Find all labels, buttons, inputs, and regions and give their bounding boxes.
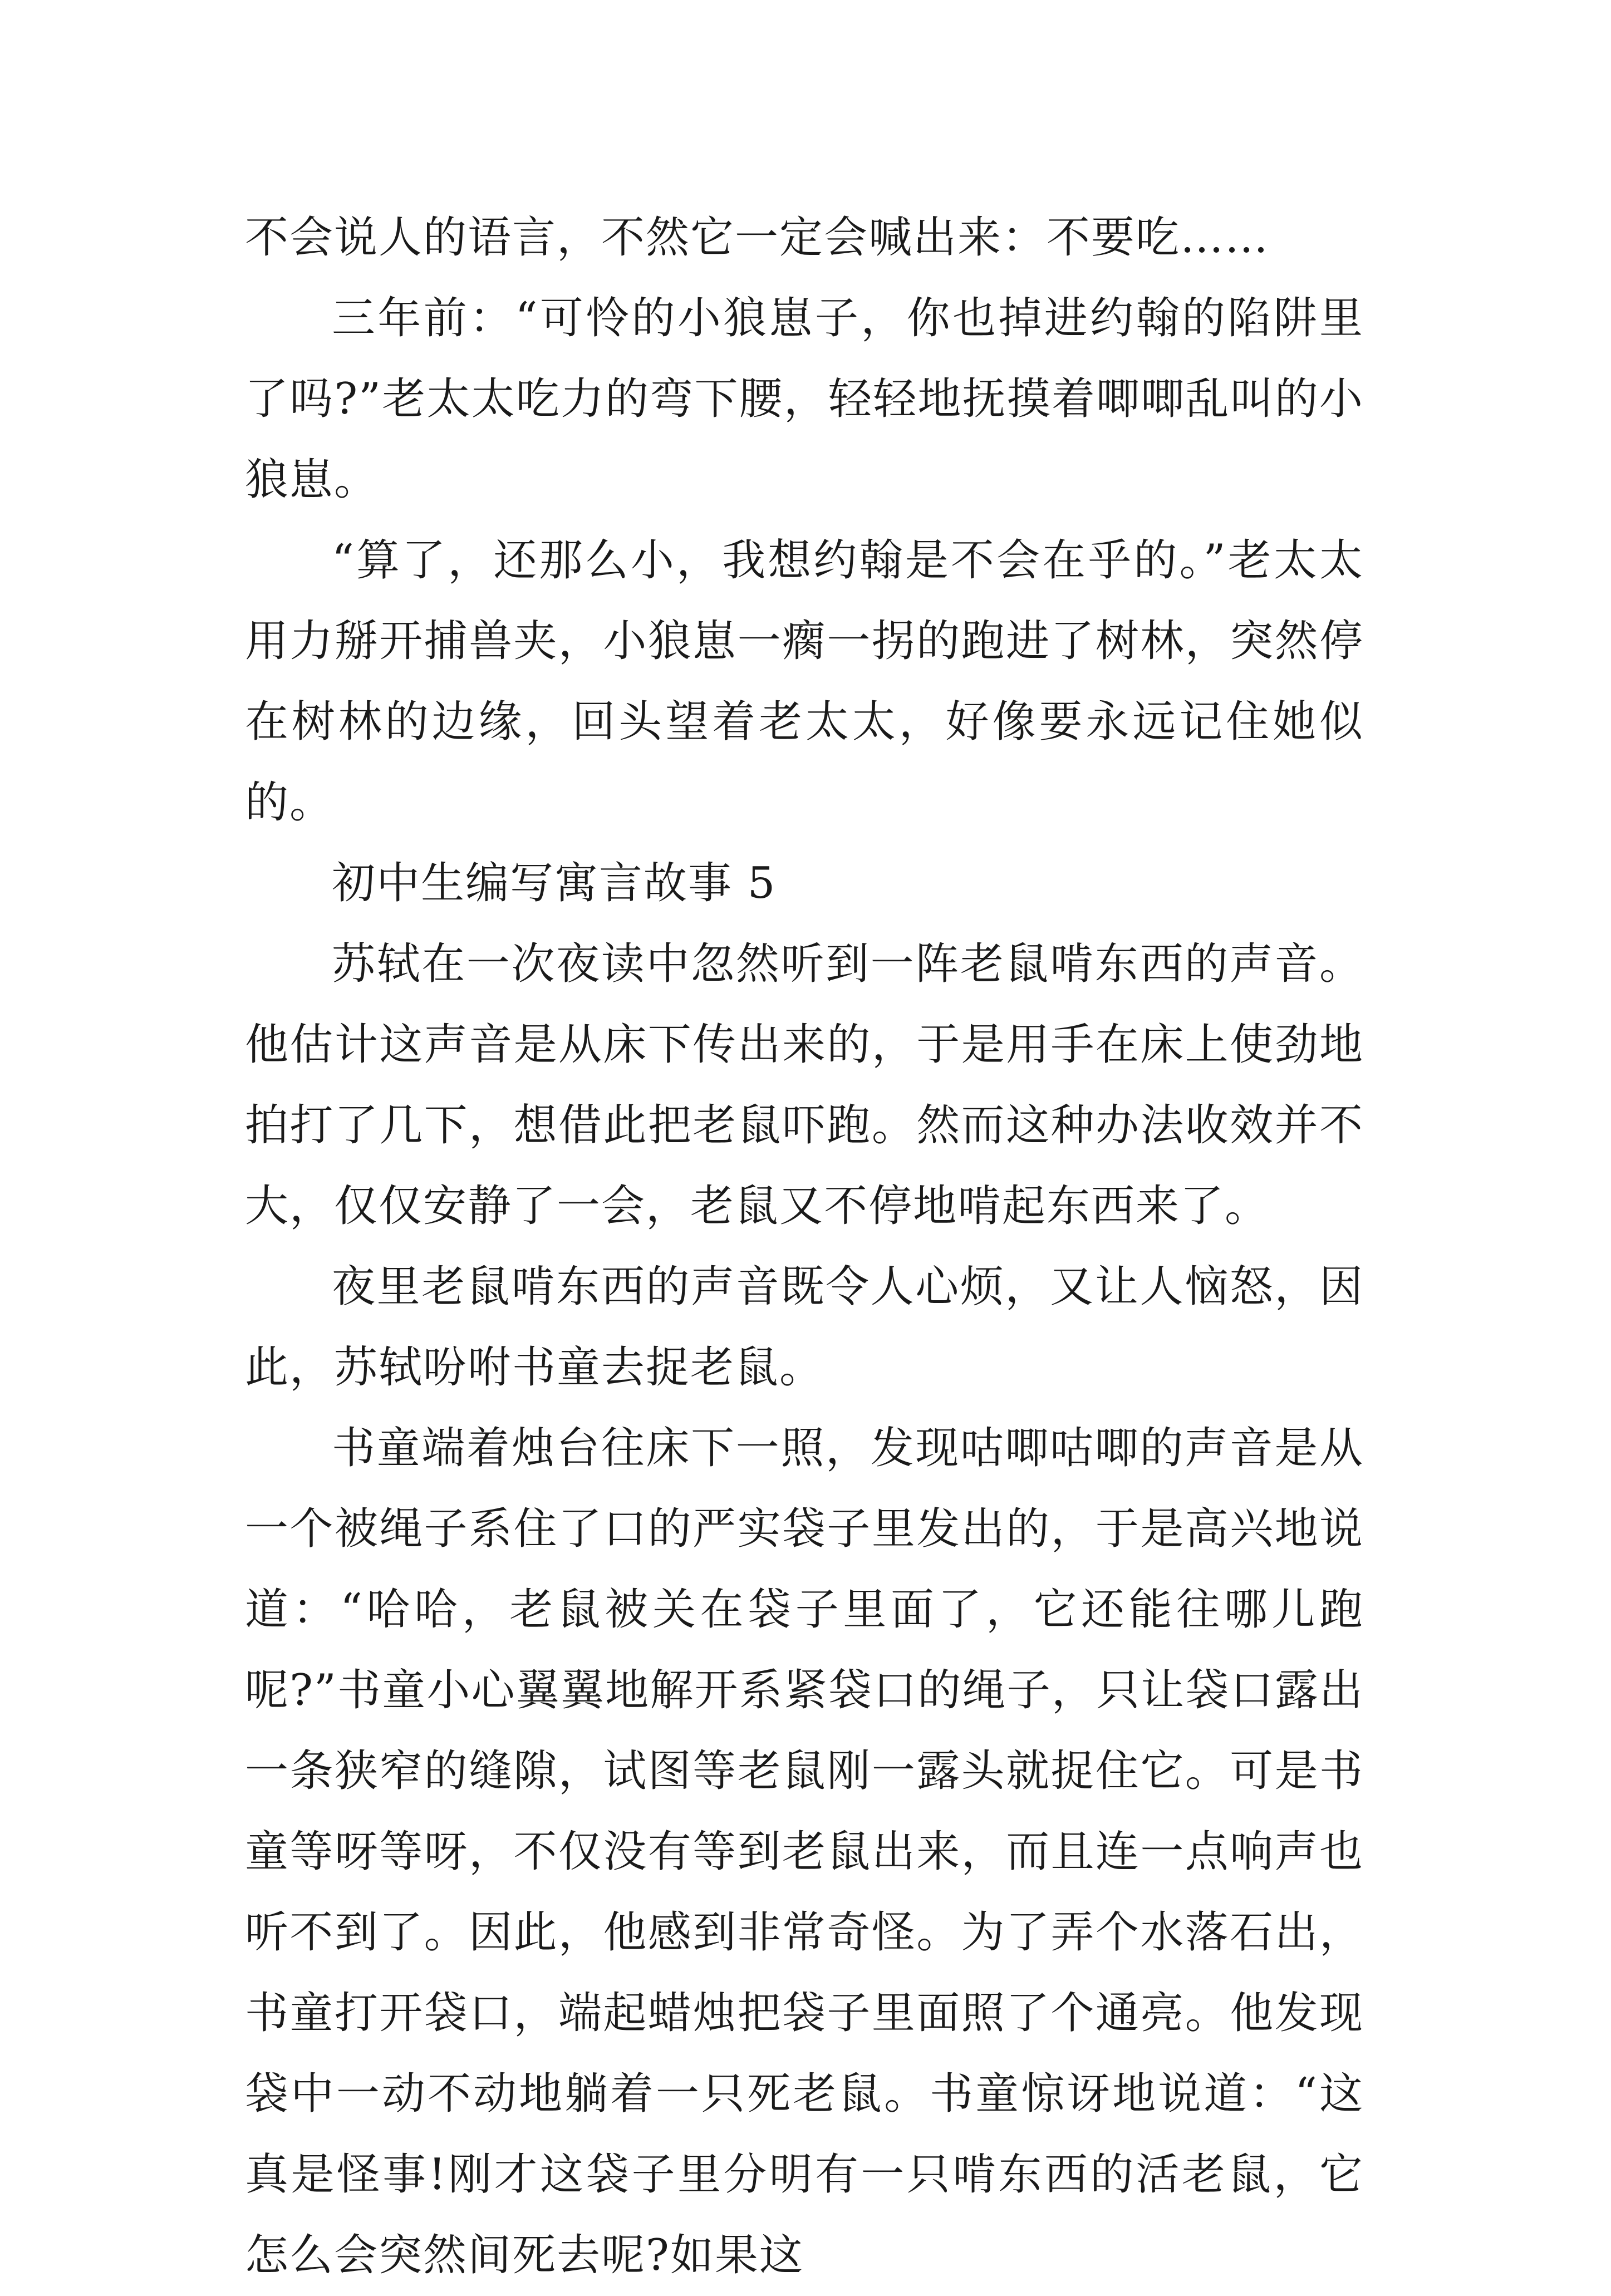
paragraph-su-shi-orders: 夜里老鼠啃东西的声音既令人心烦，又让人恼怒，因此，苏轼吩咐书童去捉老鼠。 (245, 1262, 1364, 1393)
paragraph-three-years-ago: 三年前：“可怜的小狼崽子，你也掉进约翰的陷阱里了吗?”老太太吃力的弯下腰，轻轻地抚摸着唧唧乱叫的小狼崽。 (245, 293, 1364, 505)
paragraph-su-shi-reading: 苏轼在一次夜读中忽然听到一阵老鼠啃东西的声音。他估计这声音是从床下传出来的，于是用手在床上使劲地拍打了几下，想借此把老鼠吓跑。然而这种办法收效并不大，仅仅安静了一会，老鼠又不停地啃起东西来了。 (245, 939, 1364, 1231)
paragraph-book-boy: 书童端着烛台往床下一照，发现咕唧咕唧的声音是从一个被绳子系住了口的严实袋子里发出的，于是高兴地说道：“哈哈，老鼠被关在袋子里面了，它还能往哪儿跑呢?”书童小心翼翼地解开系紧袋口的绳子，只让袋口露出一条狭窄的缝隙，试图等老鼠刚一露头就捉住它。可是书童等呀等呀，不仅没有等到老鼠出来，而且连一点响声也听不到了。因此，他感到非常奇怪。为了弄个水落石出，书童打开袋口，端起蜡烛把袋子里面照了个通亮。他发现袋中一动不动地躺着一只死老鼠。书童惊讶地说道：“这真是怪事!刚才这袋子里分明有一只啃东西的活老鼠，它怎么会突然间死去呢?如果这 (245, 1423, 1364, 2280)
document-page (245, 198, 1364, 2296)
section-heading: 初中生编写寓言故事 5 (332, 858, 777, 908)
paragraph-old-lady: “算了，还那么小，我想约翰是不会在乎的。”老太太用力掰开捕兽夹，小狼崽一瘸一拐的跑进了树林，突然停在树林的边缘，回头望着老太太，好像要永远记住她似的。 (245, 535, 1364, 828)
paragraph-continuation: 不会说人的语言，不然它一定会喊出来：不要吃…… (245, 213, 1270, 263)
